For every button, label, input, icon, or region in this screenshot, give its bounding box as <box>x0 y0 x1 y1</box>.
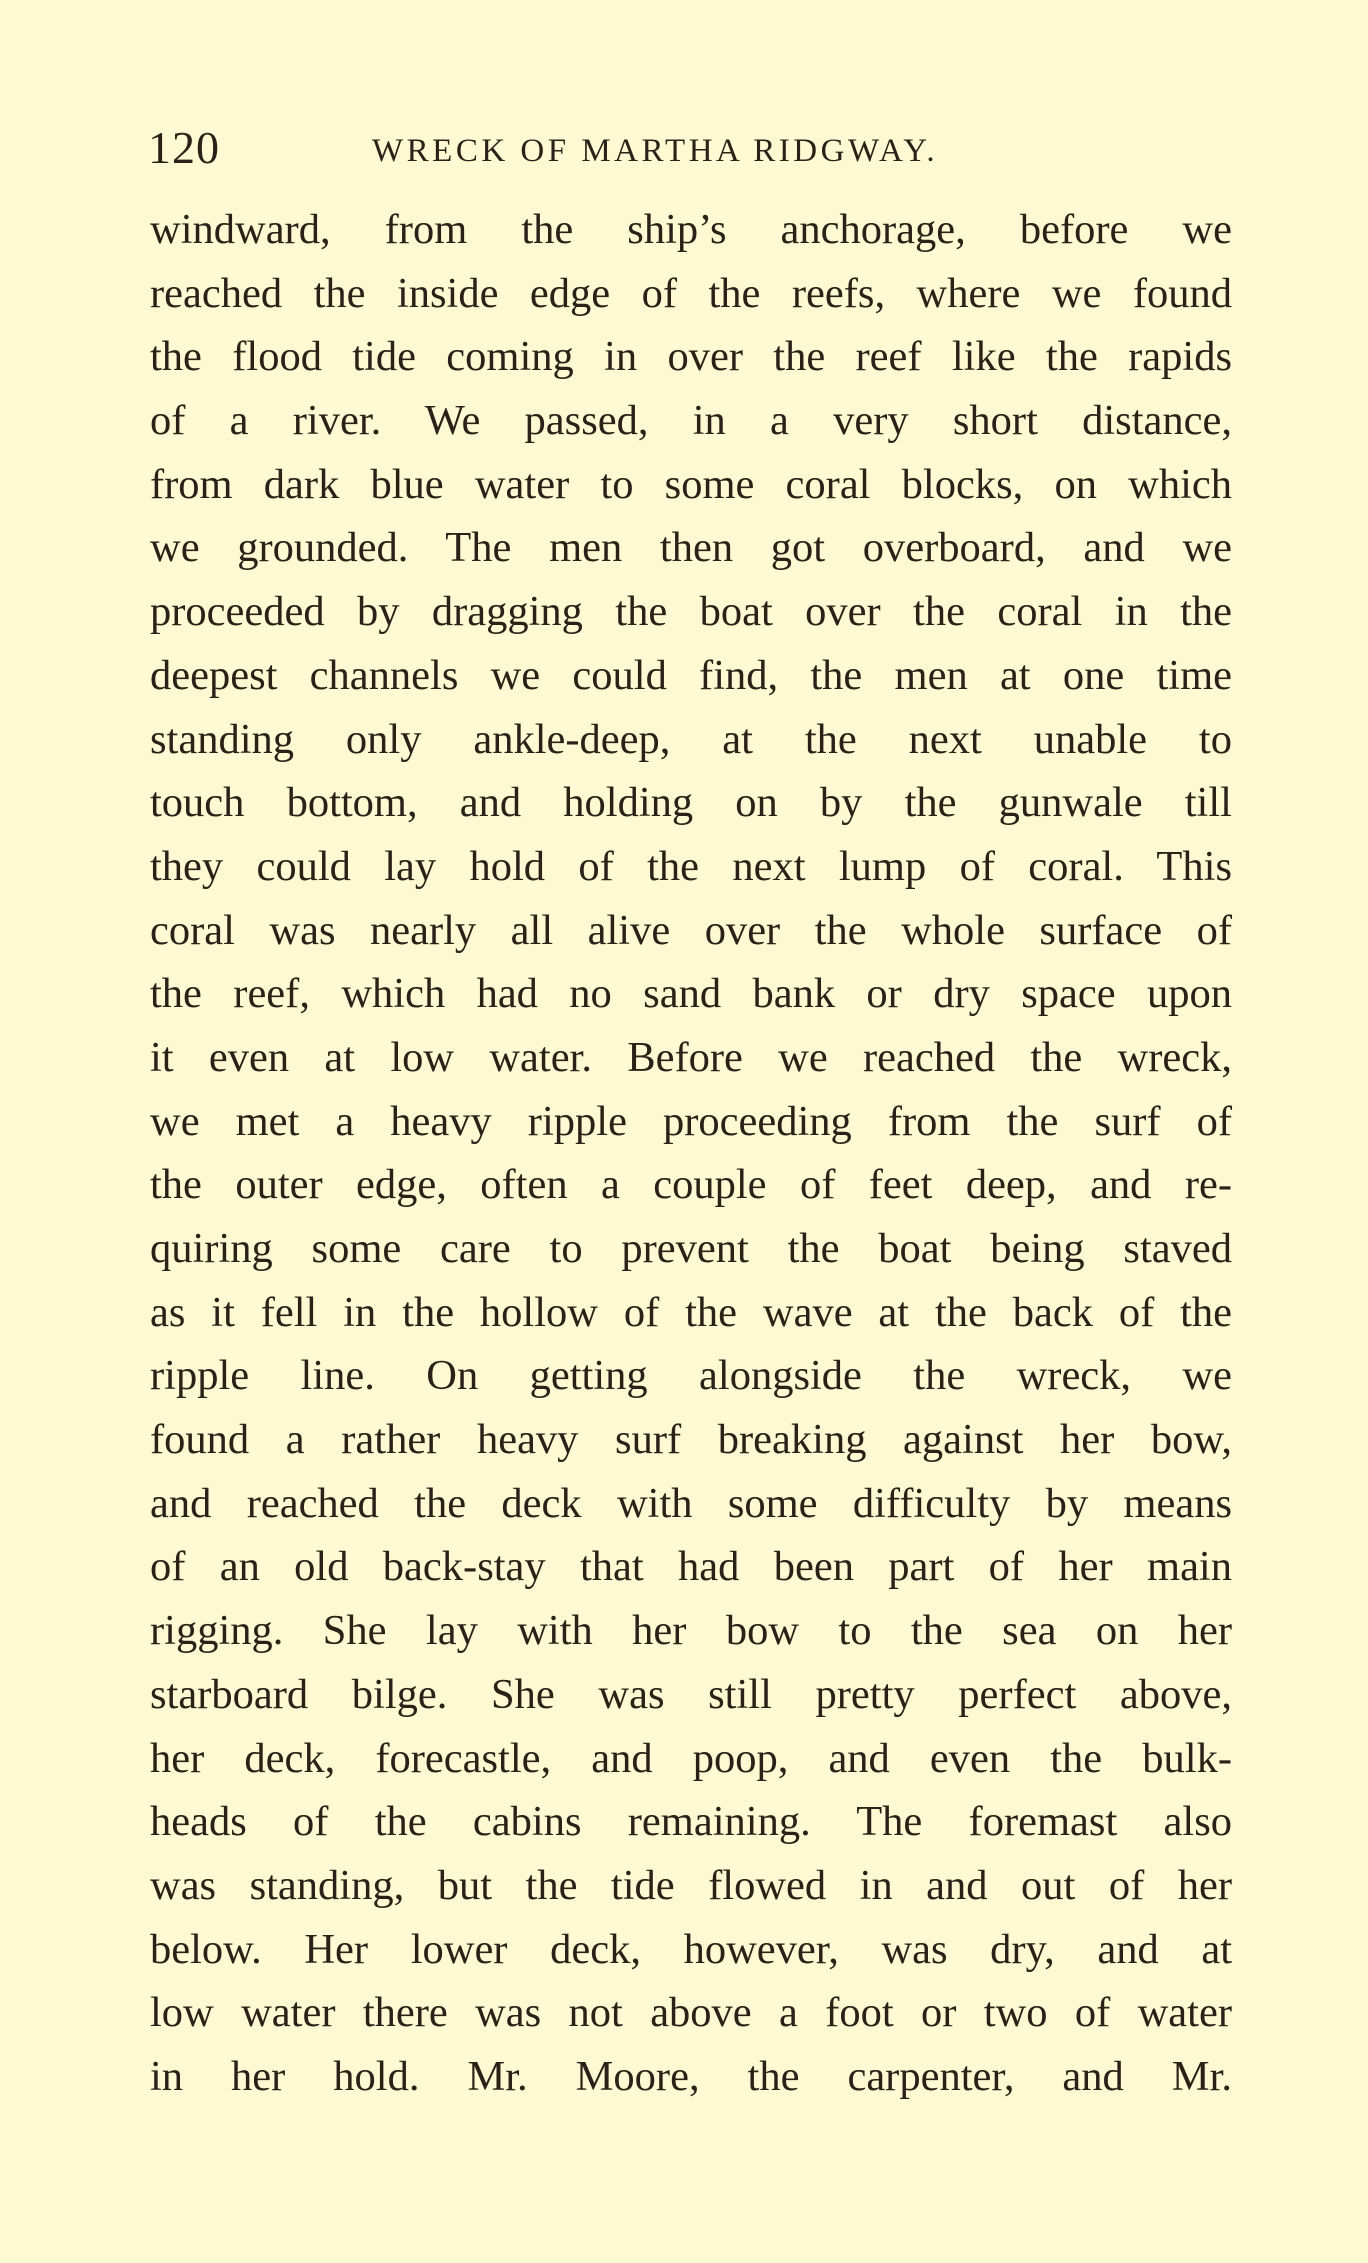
text-line: deepest channels we could find, the men at one time <box>150 651 1232 699</box>
text-line: standing only ankle-deep, at the next unable to <box>150 715 1232 763</box>
text-line: quiring some care to prevent the boat being staved <box>150 1225 1232 1272</box>
page-number: 120 <box>148 122 220 173</box>
text-line: they could lay hold of the next lump of coral. This <box>150 842 1232 890</box>
text-line: proceeded by dragging the boat over the coral in the <box>150 588 1232 636</box>
text-line: the outer edge, often a couple of feet deep, and re- <box>150 1161 1232 1209</box>
text-line: and reached the deck with some difficulty by means <box>150 1479 1232 1527</box>
text-line: starboard bilge. She was still pretty perfect above, <box>150 1670 1232 1718</box>
text-line: below. Her lower deck, however, was dry, and at <box>150 1925 1232 1973</box>
text-line: we met a heavy ripple proceeding from the surf of <box>150 1097 1232 1145</box>
body-text <box>150 198 1232 2109</box>
text-line: rigging. She lay with her bow to the sea on her <box>150 1607 1232 1655</box>
text-line: from dark blue water to some coral blocks, on which <box>150 460 1232 508</box>
text-line: ripple line. On getting alongside the wreck, we <box>150 1352 1232 1400</box>
text-line: her deck, forecastle, and poop, and even the bulk- <box>150 1734 1232 1782</box>
text-line: we grounded. The men then got overboard, and we <box>150 524 1232 572</box>
text-line: in her hold. Mr. Moore, the carpenter, and Mr. <box>150 2052 1232 2100</box>
text-line: it even at low water. Before we reached the wreck, <box>150 1033 1232 1081</box>
text-line: found a rather heavy surf breaking against her bow, <box>150 1416 1232 1464</box>
text-line: the reef, which had no sand bank or dry space upon <box>150 970 1232 1018</box>
text-line: was standing, but the tide flowed in and out of her <box>150 1861 1232 1909</box>
text-line: coral was nearly all alive over the whole surface of <box>150 906 1232 954</box>
text-line: of a river. We passed, in a very short distance, <box>150 397 1232 445</box>
page-header <box>148 118 1230 178</box>
text-line: the flood tide coming in over the reef like the rapids <box>150 333 1232 381</box>
running-head: WRECK OF MARTHA RIDGWAY. <box>372 133 939 169</box>
text-line: low water there was not above a foot or two of water <box>150 1989 1232 2037</box>
text-line: heads of the cabins remaining. The foremast also <box>150 1798 1232 1846</box>
text-line: as it fell in the hollow of the wave at the back of the <box>150 1288 1232 1336</box>
text-line: touch bottom, and holding on by the gunwale till <box>150 779 1232 827</box>
text-line: of an old back-stay that had been part of her main <box>150 1543 1232 1591</box>
text-line: reached the inside edge of the reefs, where we found <box>150 269 1232 317</box>
text-line: windward, from the ship’s anchorage, before we <box>150 206 1232 253</box>
